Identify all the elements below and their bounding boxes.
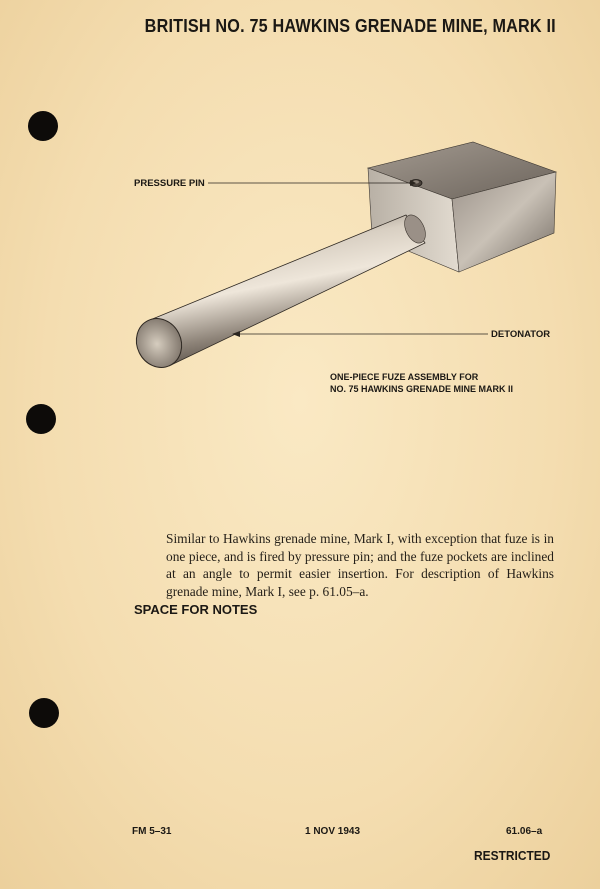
page-title: BRITISH NO. 75 HAWKINS GRENADE MINE, MARK II (144, 16, 556, 36)
notes-heading: SPACE FOR NOTES (134, 602, 258, 617)
footer-date: 1 NOV 1943 (305, 826, 361, 837)
caption-line-1: ONE-PIECE FUZE ASSEMBLY FOR (330, 372, 479, 382)
description-paragraph: Similar to Hawkins grenade mine, Mark I, with exception that fuze is in one piece, and is fired by pressure pin; and the fuze pockets are inclined at an angle to permit easier insertion. For description of Hawkins grenade mine, Mark I, see p. 61.05–a. (166, 531, 554, 599)
figure-caption (330, 371, 513, 395)
footer-manual-number: FM 5–31 (132, 826, 172, 837)
caption-line-2: NO. 75 HAWKINS GRENADE MINE MARK II (330, 384, 514, 394)
detonator-label: DETONATOR (491, 329, 551, 340)
detonator-rod (150, 215, 425, 366)
pressure-pin-label: PRESSURE PIN (134, 178, 205, 189)
footer-page-number: 61.06–a (506, 826, 543, 837)
classification-marking: RESTRICTED (474, 848, 551, 863)
